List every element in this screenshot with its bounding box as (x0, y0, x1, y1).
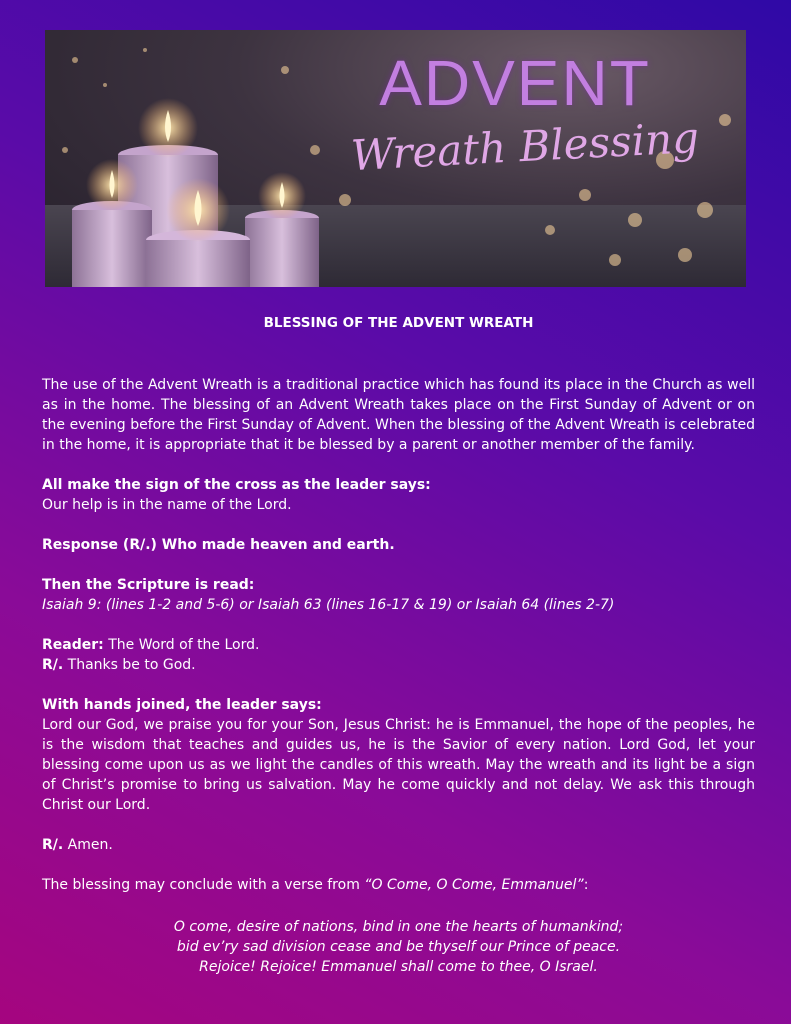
sign-of-cross-text: Our help is in the name of the Lord. (42, 497, 292, 513)
document-body (42, 313, 755, 977)
banner-title: ADVENT (379, 47, 651, 119)
song-title: “O Come, O Come, Emmanuel” (364, 877, 584, 893)
prayer-instruction: With hands joined, the leader says: (42, 697, 322, 713)
conclusion-text: The blessing may conclude with a verse from (42, 877, 365, 893)
hymn-verse (42, 917, 755, 977)
candle-right (245, 172, 319, 287)
prayer-text: Lord our God, we praise you for your Son, Jesus Christ: he is Emmanuel, the hope of the peoples, he is the wisdom that teaches and guides us, he is the Savior of every nation. Lord God, let your blessing come upon us as we light the candles of this wreath. May the wreath and its light be a sign of Christ’s promise to bring us salvation. May he come quickly and not delay. We ask this through Christ our Lord. (42, 717, 755, 813)
verse-line: bid ev’ry sad division cease and be thyself our Prince of peace. (176, 939, 621, 955)
sign-of-cross-instruction: All make the sign of the cross as the leader says: (42, 477, 431, 493)
intro-paragraph: The use of the Advent Wreath is a traditional practice which has found its place in the Church as well as in the home. The blessing of an Advent Wreath takes place on the First Sunday of Advent or on the evening before the First Sunday of Advent. When the blessing of the Advent Wreath is celebrated in the home, it is appropriate that it be blessed by a parent or another member of the family. (42, 377, 755, 453)
conclusion-line (42, 875, 755, 895)
reader-label: Reader: (42, 637, 104, 653)
verse-line: O come, desire of nations, bind in one the hearts of humankind; (173, 919, 624, 935)
response-label: R/. (42, 657, 64, 673)
sign-of-cross-section (42, 475, 755, 515)
scripture-text: Isaiah 9: (lines 1-2 and 5-6) or Isaiah 63 (lines 16-17 & 19) or Isaiah 64 (lines 2-7) (42, 597, 615, 613)
header-banner (45, 30, 746, 287)
response-line: Response (R/.) Who made heaven and earth. (42, 537, 395, 553)
scripture-instruction: Then the Scripture is read: (42, 577, 255, 593)
conclusion-end: : (583, 877, 589, 893)
reader-section (42, 635, 755, 675)
verse-line: Rejoice! Rejoice! Emmanuel shall come to thee, O Israel. (199, 959, 598, 975)
banner-subtitle: Wreath Blessing (349, 112, 701, 181)
prayer-section (42, 695, 755, 815)
reader-text: The Word of the Lord. (103, 637, 260, 653)
amen-line (42, 835, 755, 855)
scripture-section (42, 575, 755, 615)
amen-text: Amen. (63, 837, 113, 853)
page-title: BLESSING OF THE ADVENT WREATH (263, 315, 534, 331)
amen-label: R/. (42, 837, 64, 853)
response-text: Thanks be to God. (63, 657, 196, 673)
